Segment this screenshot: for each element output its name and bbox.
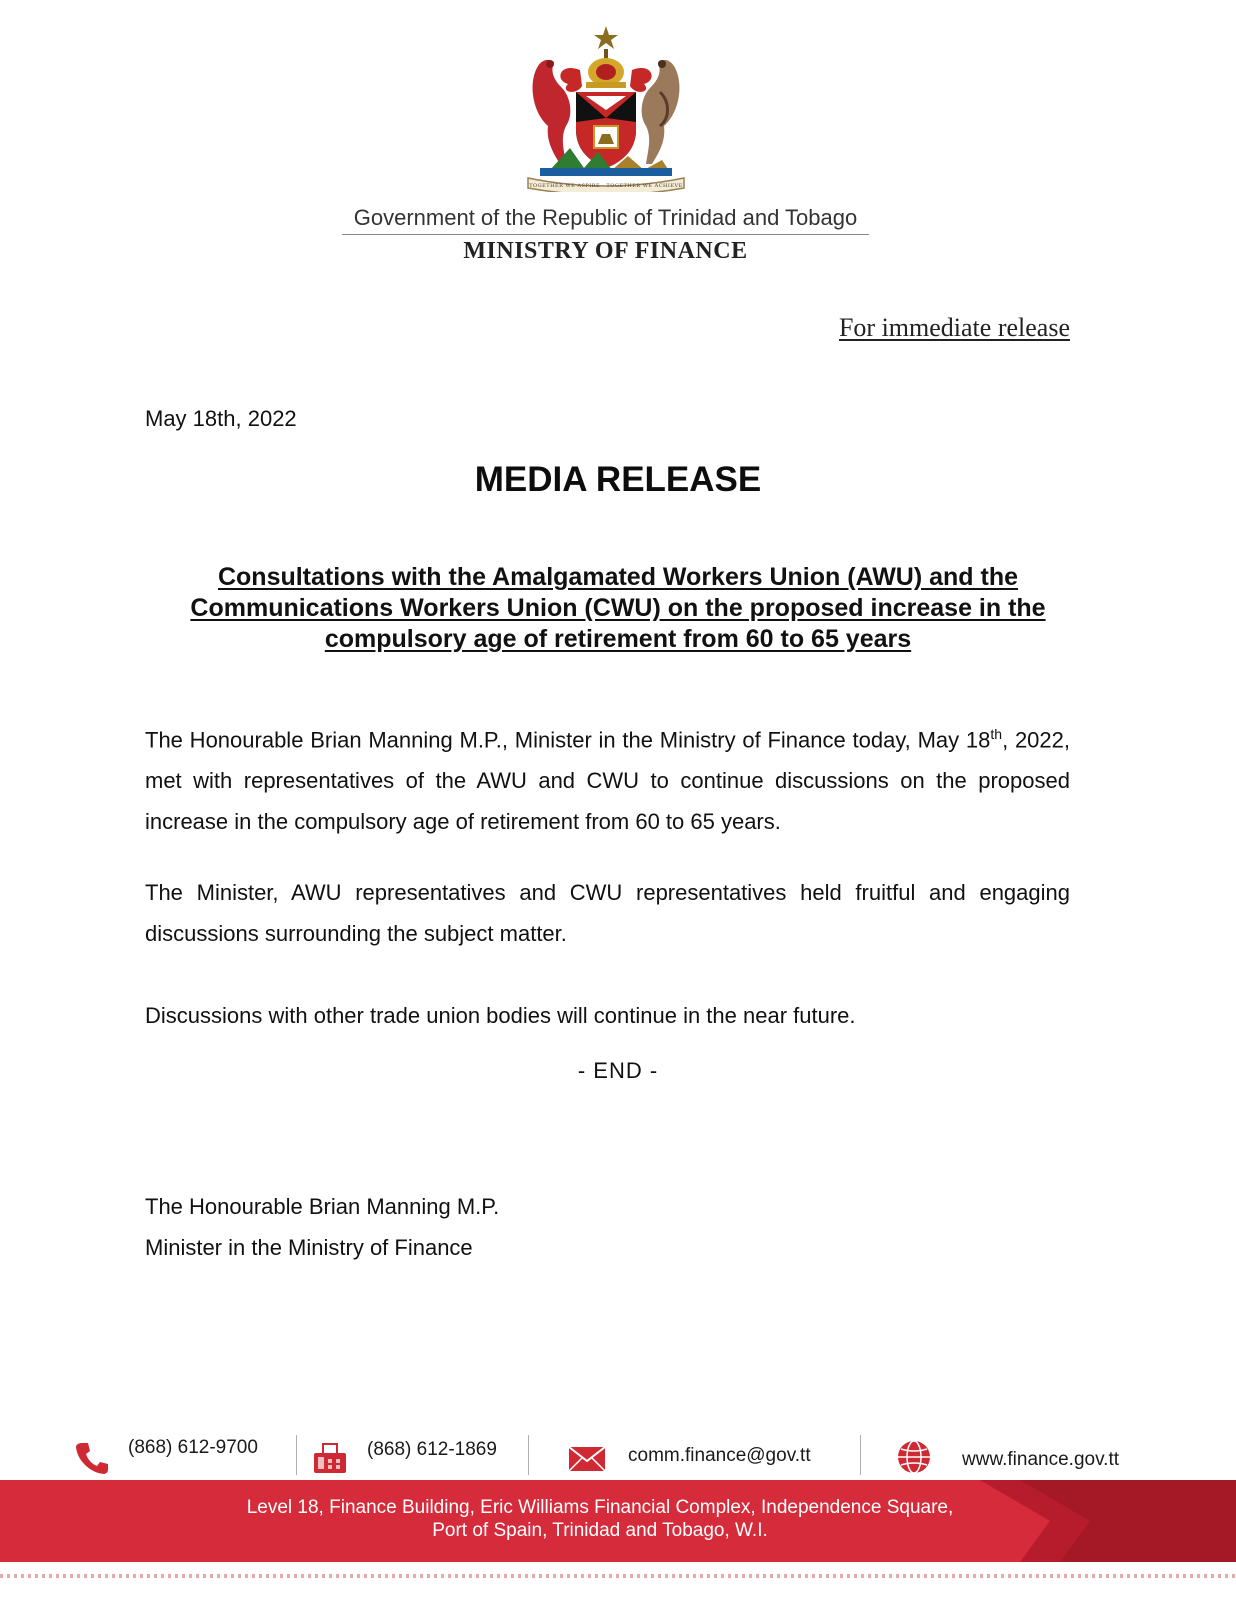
body-paragraph-2: The Minister, AWU representatives and CWU representatives held fruitful and engaging discussions surrounding the subject matter.	[145, 880, 1070, 946]
divider	[528, 1435, 529, 1475]
globe-icon	[896, 1439, 932, 1475]
signatory-title: Minister in the Ministry of Finance	[145, 1235, 473, 1260]
divider	[296, 1435, 297, 1475]
svg-text:TOGETHER WE ASPIRE · TOGETHER: TOGETHER WE ASPIRE · TOGETHER WE ACHIEVE	[529, 183, 683, 189]
address-line-1: Level 18, Finance Building, Eric Williams Financial Complex, Independence Square,	[246, 1497, 954, 1518]
signatory-name: The Honourable Brian Manning M.P.	[145, 1194, 500, 1219]
address-line-2: Port of Spain, Trinidad and Tobago, W.I.	[432, 1520, 768, 1541]
government-name: Government of the Republic of Trinidad and Tobago	[342, 205, 869, 235]
email-address[interactable]: comm.finance@gov.tt	[628, 1445, 811, 1466]
release-tag: For immediate release	[838, 313, 1070, 342]
ministry-name: MINISTRY OF FINANCE	[463, 238, 748, 264]
body-paragraph-1	[145, 714, 1070, 842]
fax-number: (868) 612-1869	[367, 1439, 497, 1460]
release-date: May 18th, 2022	[145, 406, 297, 431]
divider	[860, 1435, 861, 1475]
coat-of-arms	[520, 22, 692, 192]
email-icon	[568, 1439, 606, 1475]
body-paragraph-3: Discussions with other trade union bodies will continue in the near future.	[145, 1003, 856, 1028]
website-url[interactable]: www.finance.gov.tt	[962, 1449, 1120, 1470]
body-paragraph-1-start: The Honourable Brian Manning M.P., Minister in the Ministry of Finance today, May 18	[145, 727, 991, 753]
contact-row	[0, 1425, 1236, 1485]
office-address	[180, 1496, 1020, 1542]
body-paragraph-1-end: , 2022, met with representatives of the AWU and CWU to continue discussions on the proposed increase in the compulsory age of retirement from 60 to 65 years.	[145, 727, 1070, 835]
bottom-dotted-border	[0, 1574, 1236, 1578]
fax-icon	[312, 1439, 348, 1475]
document-title: MEDIA RELEASE	[474, 460, 762, 499]
ordinal-suffix: th	[990, 726, 1003, 742]
phone-number: (868) 612-9700	[128, 1437, 258, 1458]
signature-block	[145, 1186, 499, 1268]
headline: Consultations with the Amalgamated Workers Union (AWU) and the Communications Workers Union (CWU) on the proposed increase in the compulsory age of retirement from 60 to 65 years	[190, 563, 1046, 653]
phone-icon	[74, 1439, 110, 1475]
end-marker: - END -	[577, 1058, 659, 1083]
